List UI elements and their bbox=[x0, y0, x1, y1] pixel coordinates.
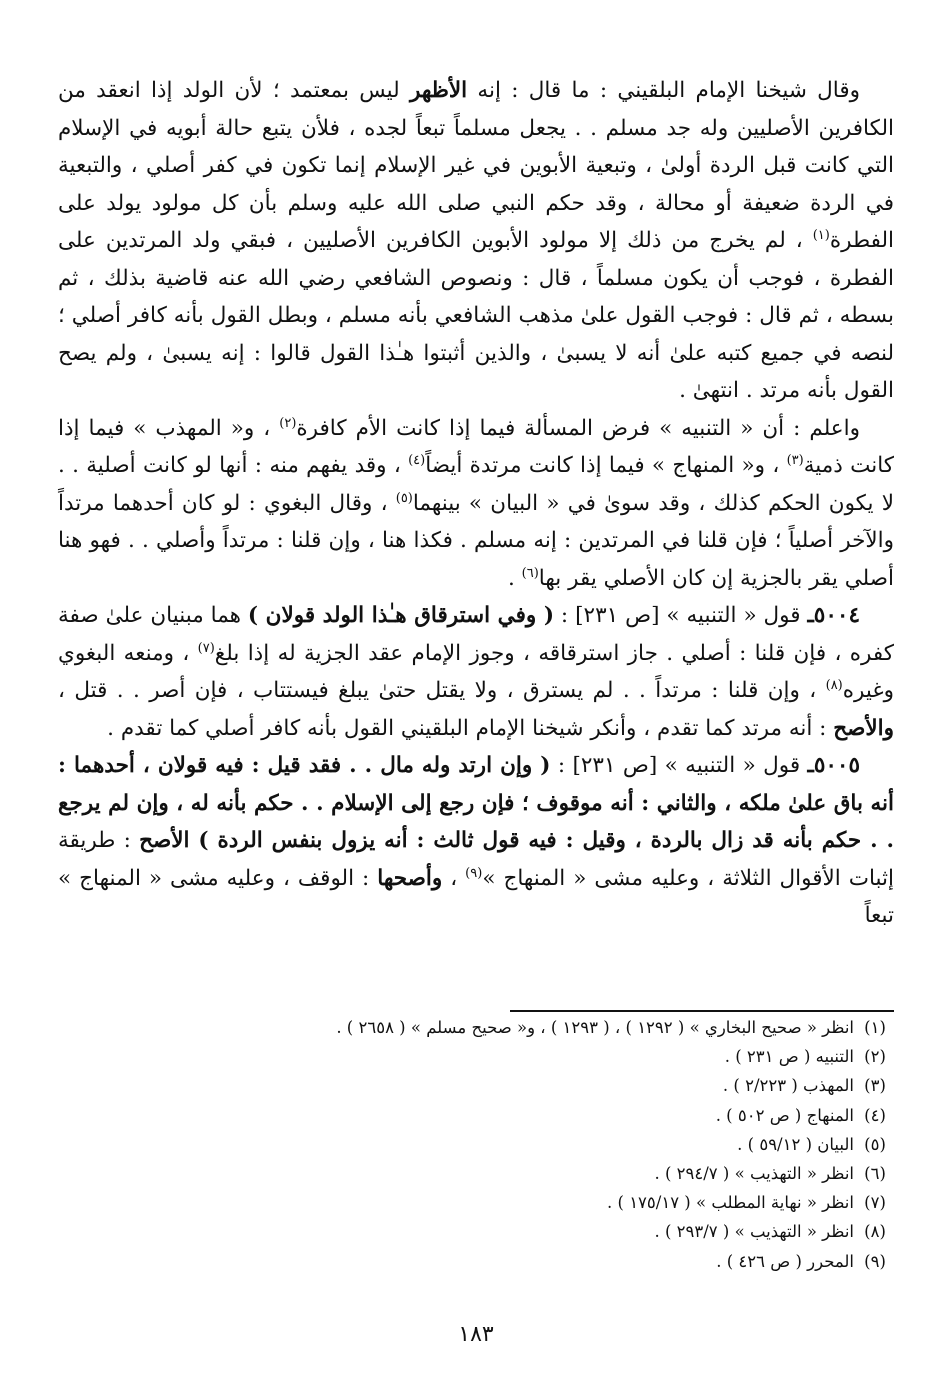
text-run: : الوقف ، وعليه مشى « المنهاج » تبعاً bbox=[58, 865, 894, 928]
paragraph-1 bbox=[58, 72, 894, 410]
footnote-item bbox=[220, 1164, 896, 1193]
footnote-text: التنبيه ( ص ٢٣١ ) . bbox=[724, 1047, 854, 1067]
footnote-item bbox=[220, 1193, 896, 1222]
paragraph-2 bbox=[58, 410, 894, 598]
page-number: ١٨٣ bbox=[458, 1322, 494, 1347]
paragraph-5005 bbox=[58, 747, 894, 935]
footnote-text: انظر « نهاية المطلب » ( ١٧٥/١٧ ) . bbox=[607, 1193, 854, 1213]
footnote-item bbox=[220, 1076, 896, 1105]
footnote-ref[interactable]: (٧) bbox=[197, 640, 215, 656]
text-run: ، وقد يفهم منه : أنها لو كانت أصلية . . لا يكون الحكم كذلك ، وقد سوىٰ في « البيان » بينهما bbox=[58, 453, 894, 516]
bold-term: الأظهر bbox=[410, 78, 468, 103]
text-run: : طريقة إثبات الأقوال الثلاثة ، وعليه مشى « المنهاج » bbox=[58, 828, 894, 891]
text-run: . bbox=[507, 565, 522, 591]
text-run: وقال شيخنا الإمام البلقيني : ما قال : إنه bbox=[467, 78, 861, 103]
footnote-number: (٢) bbox=[864, 1047, 886, 1067]
footnote-text: المنهاج ( ص ٥٠٢ ) . bbox=[715, 1105, 854, 1125]
footnote-text: انظر « التهذيب » ( ٢٩٤/٧ ) . bbox=[654, 1163, 854, 1183]
footnote-ref[interactable]: (٦) bbox=[521, 565, 539, 581]
text-run: ، وإن قلنا : مرتداً . . لم يسترق ، ولا يقتل حتىٰ يبلغ فيستتاب ، فإن أصر . . قتل ، bbox=[58, 678, 826, 703]
footnote-item bbox=[220, 1047, 896, 1076]
footnote-item bbox=[220, 1106, 896, 1135]
footnote-number: (٤) bbox=[864, 1105, 886, 1125]
footnote-item bbox=[220, 1222, 896, 1251]
bold-term: والأصح bbox=[833, 715, 894, 741]
footnote-ref[interactable]: (٨) bbox=[825, 677, 843, 693]
footnote-ref[interactable]: (١) bbox=[812, 227, 830, 243]
footnote-text: انظر « التهذيب » ( ٢٩٣/٧ ) . bbox=[654, 1222, 854, 1242]
paragraph-5004 bbox=[58, 597, 894, 747]
text-run: ، ومنعه البغوي وغيره bbox=[58, 640, 894, 703]
footnote-ref[interactable]: (٩) bbox=[465, 865, 483, 881]
text-run: ، و« المنهاج » فيما إذا كانت مرتدة أيضاً bbox=[425, 453, 787, 478]
text-run: هما مبنيان علىٰ صفة كفره ، فإن قلنا : أصلي . جاز استرقاقه ، وجوز الإمام عقد الجزية له إذا بلغ bbox=[58, 603, 894, 666]
text-run: قول « التنبيه » [ص ٢٣١] : bbox=[554, 603, 808, 628]
footnote-item bbox=[220, 1018, 896, 1047]
footnote-ref[interactable]: (٥) bbox=[395, 490, 413, 506]
bold-term: وأصحها bbox=[377, 865, 443, 891]
footnote-item bbox=[220, 1252, 896, 1281]
footnote-number: (١) bbox=[864, 1018, 886, 1037]
footnote-ref[interactable]: (٤) bbox=[408, 452, 426, 468]
text-run: ، bbox=[442, 865, 466, 891]
footnote-divider bbox=[510, 1010, 894, 1012]
quoted-text: ( وفي استرقاق هـٰذا الولد قولان ) bbox=[247, 603, 554, 628]
footnote-number: (٨) bbox=[864, 1222, 886, 1242]
text-run: ، لم يخرج من ذلك إلا مولود الأبوين الكافرين الأصليين ، فبقي ولد المرتدين على الفطرة ، فوجب أن يكون مسلماً ، قال : ونصوص الشافعي رضي الله عنه قاضية بذلك ، ثم بسطه ، ثم قال : فوجب القول علىٰ مذهب الشافعي بأنه مسلم ، وبطل القول بأنه كافر أصلي ؛ لنصه في جميع كتبه علىٰ أنه لا يسبىٰ ، والذين أثبتوا هـٰذا القول قالوا : إنه يسبىٰ ، ولم يصح القول بأنه مرتد . انتهىٰ . bbox=[58, 228, 894, 403]
footnote-text: البيان ( ٥٩/١٢ ) . bbox=[737, 1134, 854, 1154]
footnote-number: (٦) bbox=[864, 1163, 886, 1183]
footnote-ref[interactable]: (٣) bbox=[786, 452, 804, 468]
main-text bbox=[58, 72, 894, 935]
footnote-text: انظر « صحيح البخاري » ( ١٢٩٢ ) ، ( ١٢٩٣ ) ، و« صحيح مسلم » ( ٢٦٥٨ ) . bbox=[336, 1018, 854, 1037]
text-run: قول « التنبيه » [ص ٢٣١] : bbox=[550, 753, 808, 778]
footnote-number: (٥) bbox=[864, 1134, 886, 1154]
footnote-text: المهذب ( ٢/٢٢٣ ) . bbox=[722, 1076, 854, 1096]
footnote-ref[interactable]: (٢) bbox=[279, 415, 297, 431]
text-run: ، وقال البغوي : لو كان أحدهما مرتداً والآخر أصلياً ؛ فإن قلنا في المرتدين : إنه مسلم . فكذا هنا ، وإن قلنا : مرتداً وأصلي . . فهو هنا أصلي يقر بالجزية إن كان الأصلي يقر بها bbox=[58, 490, 894, 591]
quoted-text: ( وإن ارتد وله مال . . فقد قيل : فيه قولان ، أحدهما : أنه باق علىٰ ملكه ، والثاني : أنه موقوف ؛ فإن رجع إلى الإسلام . . حكم بأنه له ، وإن لم يرجع . . حكم بأنه قد زال بالردة ، وقيل : فيه قول ثالث : أنه يزول بنفس الردة ) الأصح bbox=[58, 753, 894, 853]
footnote-text: المحرر ( ص ٤٢٦ ) . bbox=[716, 1251, 854, 1271]
text-run: واعلم : أن « التنبيه » فرض المسألة فيما إذا كانت الأم كافرة bbox=[296, 415, 860, 441]
footnote-number: (٧) bbox=[864, 1193, 886, 1213]
footnotes bbox=[220, 1018, 896, 1281]
footnote-number: (٩) bbox=[864, 1251, 886, 1271]
text-run: ، و« المهذب » فيما إذا كانت ذمية bbox=[58, 415, 894, 478]
section-number: ٥٠٠٤ـ bbox=[807, 603, 860, 628]
footnote-item bbox=[220, 1135, 896, 1164]
text-run: : أنه مرتد كما تقدم ، وأنكر شيخنا الإمام البلقيني القول بأنه كافر أصلي كما تقدم . bbox=[107, 715, 834, 741]
footnote-number: (٣) bbox=[864, 1076, 886, 1096]
text-run: ليس بمعتمد ؛ لأن الولد إذا انعقد من الكافرين الأصليين وله جد مسلم . . يجعل مسلماً تبعاً لجده ، فلأن يتبع حالة أبويه في الإسلام التي كانت قبل الردة أولىٰ ، وتبعية الأبوين في غير الإسلام إنما تكون في كفر أصلي ، والتبعية في الردة ضعيفة أو محالة ، وقد حكم النبي صلى الله عليه وسلم بأن كل مولود يولد على الفطرة bbox=[58, 78, 894, 253]
section-number: ٥٠٠٥ـ bbox=[807, 753, 861, 778]
